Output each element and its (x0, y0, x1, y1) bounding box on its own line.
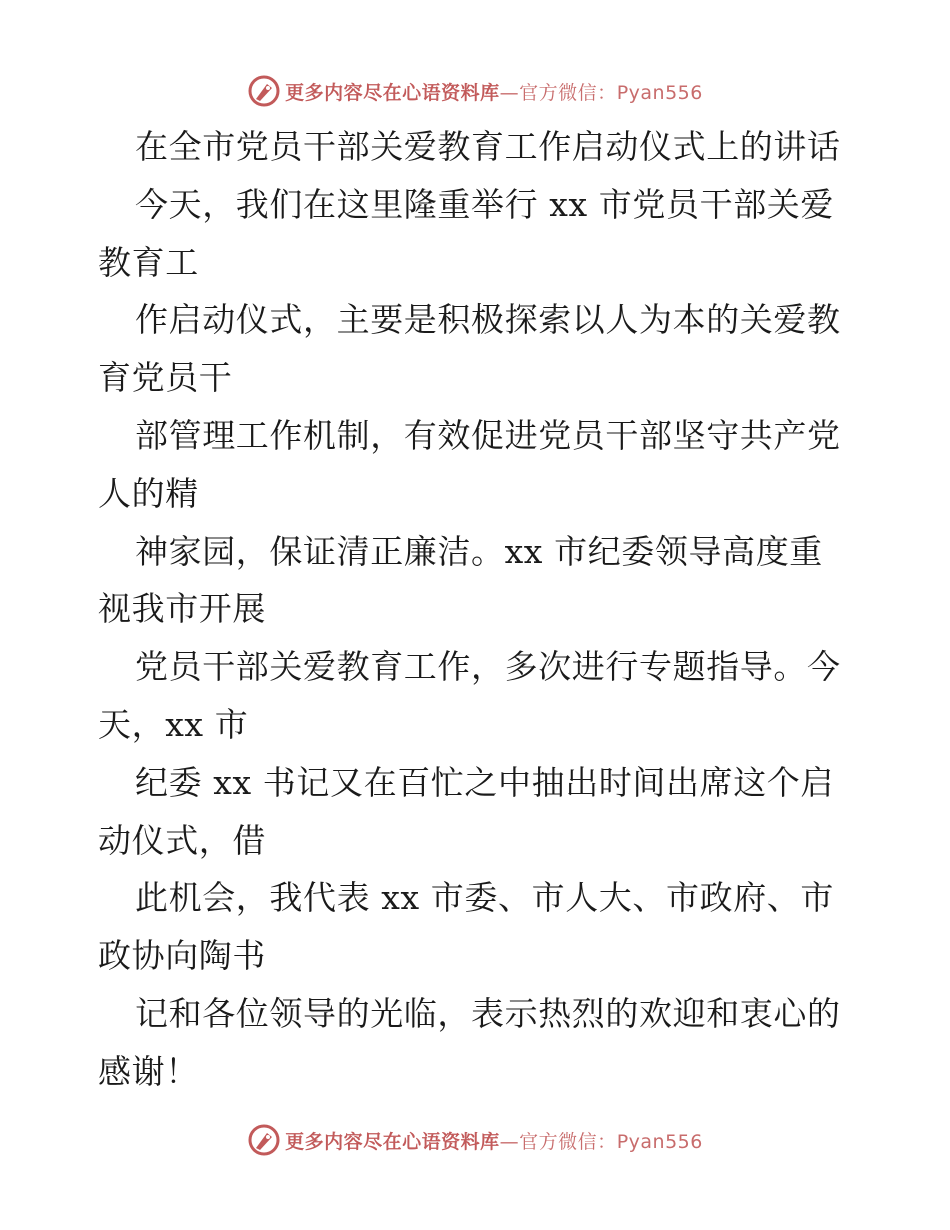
header-watermark-banner (0, 71, 950, 111)
paragraph-line: 部管理工作机制，有效促进党员干部坚守共产党 (135, 415, 841, 455)
paragraph-line: 今天，我们在这里隆重举行 xx 市党员干部关爱 (135, 184, 835, 224)
paragraph-line: 记和各位领导的光临，表示热烈的欢迎和衷心的 (135, 993, 841, 1033)
document-title: 在全市党员干部关爱教育工作启动仪式上的讲话 (135, 127, 841, 166)
paragraph-line: 神家园，保证清正廉洁。xx 市纪委领导高度重 (135, 531, 823, 571)
paragraph-line: 人的精 (98, 473, 199, 513)
paragraph-line: 视我市开展 (98, 589, 266, 629)
paragraph-line: 感谢！ (98, 1051, 199, 1091)
pen-nib-logo-icon (247, 1123, 281, 1157)
paragraph-line: 教育工 (98, 242, 199, 282)
paragraph-line: 天，xx 市 (98, 704, 249, 744)
footer-watermark-banner (0, 1120, 950, 1160)
paragraph-line: 党员干部关爱教育工作，多次进行专题指导。今 (135, 647, 841, 687)
paragraph-line: 作启动仪式，主要是积极探索以人为本的关爱教 (135, 300, 841, 340)
paragraph-line: 纪委 xx 书记又在百忙之中抽出时间出席这个启 (135, 762, 835, 802)
pen-nib-logo-icon (247, 74, 281, 108)
banner-text: 更多内容尽在心语资料库—官方微信：Pyan556 (285, 1130, 703, 1153)
paragraph-line: 政协向陶书 (98, 936, 266, 976)
paragraph-line: 动仪式，借 (98, 820, 266, 860)
paragraph-line: 此机会，我代表 xx 市委、市人大、市政府、市 (135, 878, 835, 918)
document-body (98, 118, 858, 1101)
paragraph-line: 育党员干 (98, 358, 233, 398)
banner-text: 更多内容尽在心语资料库—官方微信：Pyan556 (285, 81, 703, 104)
